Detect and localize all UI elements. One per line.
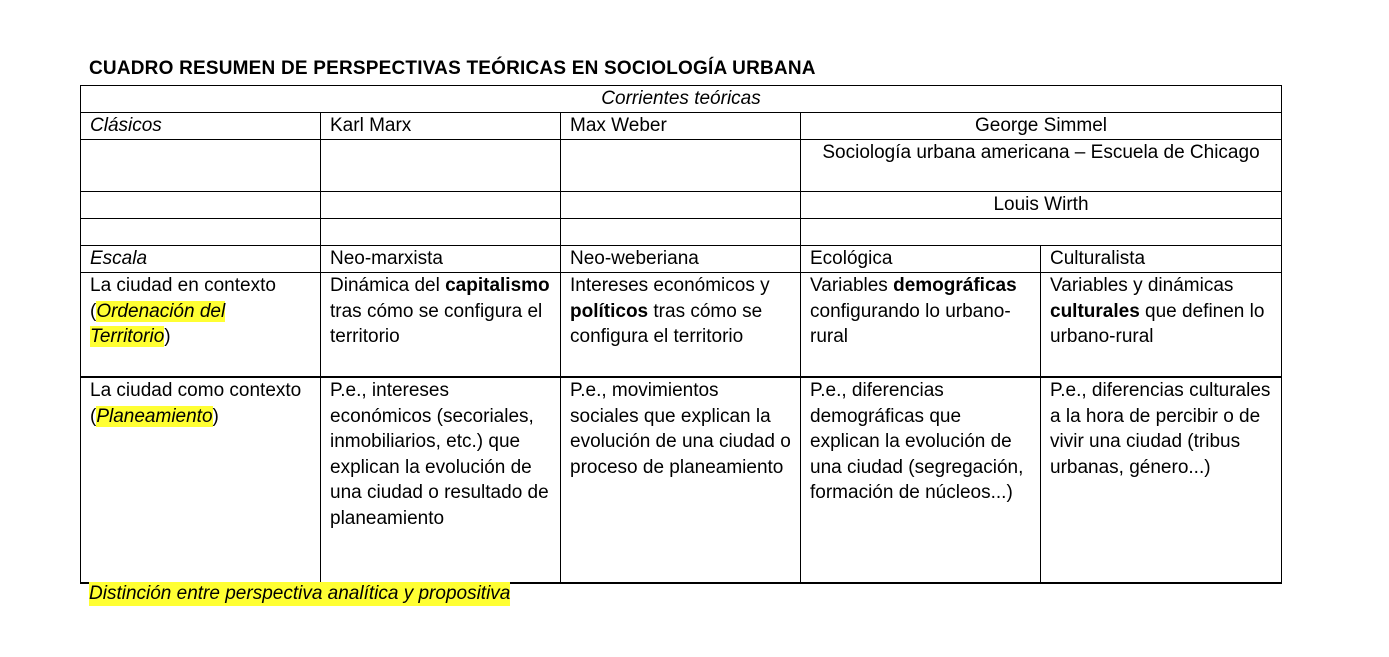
culturalist-cell: Culturalista [1041, 246, 1282, 273]
bold-term: políticos [570, 300, 649, 322]
table-row [81, 377, 1282, 583]
row-label-text: La ciudad en contexto [90, 275, 276, 296]
classics-label: Clásicos [81, 113, 321, 140]
simmel-cell: George Simmel [801, 113, 1282, 140]
empty-cell [321, 192, 561, 219]
cell-text: tras cómo se configura el territorio [330, 300, 543, 347]
empty-cell [81, 140, 321, 192]
summary-table [80, 85, 1282, 584]
ascontext-ecological-cell: P.e., diferencias demográficas que explican la evolución de una ciudad (segregación, formación de núcleos...) [801, 377, 1041, 583]
empty-cell [561, 219, 801, 246]
empty-cell [321, 140, 561, 192]
row-label-text: La ciudad como contexto [90, 380, 302, 401]
table-row [81, 273, 1282, 378]
table-row [81, 246, 1282, 273]
cell-text: Dinámica del [330, 275, 440, 296]
weber-cell: Max Weber [561, 113, 801, 140]
context-weber-cell [561, 273, 801, 378]
marx-cell: Karl Marx [321, 113, 561, 140]
empty-cell [81, 219, 321, 246]
empty-cell [561, 192, 801, 219]
ecological-cell: Ecológica [801, 246, 1041, 273]
cell-text: configurando lo urbano-rural [810, 300, 1011, 347]
ascontext-marx-cell: P.e., intereses económicos (secoriales, inmobiliarios, etc.) que explican la evolución de una ciudad o resultado de planeamiento [321, 377, 561, 583]
context-ecological-cell [801, 273, 1041, 378]
neo-weberian-cell: Neo-weberiana [561, 246, 801, 273]
table-row [81, 86, 1282, 113]
highlighted-term: Planeamiento [96, 405, 213, 427]
context-marx-cell [321, 273, 561, 378]
bold-term: capitalismo [445, 275, 550, 296]
cell-text: Intereses económicos y [570, 275, 770, 296]
highlighted-term: Ordenación del Territorio [90, 300, 226, 347]
empty-cell [321, 219, 561, 246]
empty-cell [561, 140, 801, 192]
cell-text: Variables y dinámicas [1050, 275, 1234, 296]
table-row [81, 140, 1282, 192]
bold-term: culturales [1050, 300, 1140, 322]
city-as-context-label: La ciudad como contexto (Planeamiento) [81, 377, 321, 583]
table-row [81, 192, 1282, 219]
table-row [81, 219, 1282, 246]
footnote: Distinción entre perspectiva analítica y propositiva [89, 583, 511, 604]
cell-text: tras cómo se configura el territorio [570, 300, 763, 347]
wirth-cell: Louis Wirth [801, 192, 1282, 219]
scale-label: Escala [81, 246, 321, 273]
bold-term: demográficas [893, 275, 1017, 296]
ascontext-cultural-cell: P.e., diferencias culturales a la hora de percibir o de vivir una ciudad (tribus urbanas, género...) [1041, 377, 1282, 583]
page-title: CUADRO RESUMEN DE PERSPECTIVAS TEÓRICAS EN SOCIOLOGÍA URBANA [89, 58, 816, 79]
empty-cell [81, 192, 321, 219]
empty-cell [801, 219, 1282, 246]
neo-marxist-cell: Neo-marxista [321, 246, 561, 273]
ascontext-weber-cell: P.e., movimientos sociales que explican la evolución de una ciudad o proceso de planeamiento [561, 377, 801, 583]
cell-text: que definen lo urbano-rural [1050, 300, 1265, 347]
city-in-context-label: La ciudad en contexto (Ordenación del Territorio) [81, 273, 321, 378]
cell-text: Variables [810, 275, 888, 296]
table-header-cell: Corrientes teóricas [81, 86, 1282, 113]
table-row [81, 113, 1282, 140]
chicago-cell: Sociología urbana americana – Escuela de Chicago [801, 140, 1282, 192]
context-cultural-cell [1041, 273, 1282, 378]
